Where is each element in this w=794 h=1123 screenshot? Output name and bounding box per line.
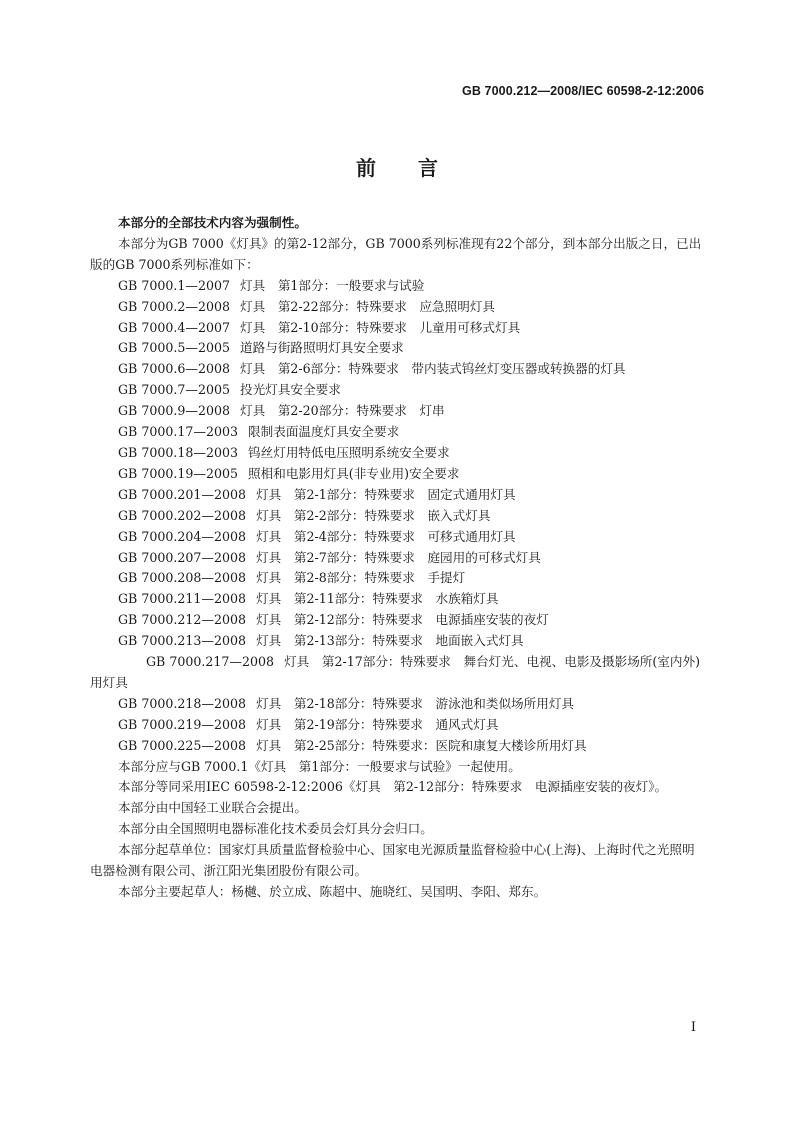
standard-title: 灯具 第2-19部分：特殊要求 通风式灯具: [256, 716, 499, 732]
standard-code: GB 7000.201—2008: [118, 486, 247, 502]
standard-code: GB 7000.19—2005: [118, 465, 239, 481]
proposer-paragraph: 本部分由中国轻工业联合会提出。: [118, 800, 307, 816]
standard-title: 照相和电影用灯具(非专业用)安全要求: [248, 465, 460, 481]
standard-code: GB 7000.7—2005: [118, 382, 231, 398]
standard-code: GB 7000.207—2008: [118, 549, 247, 565]
standard-title: 灯具 第2-11部分：特殊要求 水族箱灯具: [256, 591, 499, 607]
standard-title: 灯具 第2-10部分：特殊要求 儿童用可移式灯具: [240, 319, 521, 335]
administrator-paragraph: 本部分由全国照明电器标准化技术委员会灯具分会归口。: [118, 821, 433, 837]
standards-list-item: [90, 715, 704, 736]
standard-code: GB 7000.211—2008: [118, 591, 247, 607]
page-title: 前言: [356, 156, 480, 180]
standard-title: 灯具 第2-4部分：特殊要求 可移式通用灯具: [256, 528, 516, 544]
standard-title: 钨丝灯用特低电压照明系统安全要求: [248, 444, 450, 460]
standard-code: GB 7000.225—2008: [118, 737, 247, 753]
standard-title: 灯具 第2-2部分：特殊要求 嵌入式灯具: [256, 507, 491, 523]
standards-list-item: [90, 527, 704, 548]
standard-title: 限制表面温度灯具安全要求: [248, 424, 400, 440]
standard-title: 灯具 第2-1部分：特殊要求 固定式通用灯具: [256, 486, 516, 502]
drafters-paragraph: 本部分主要起草人：杨樾、於立成、陈超中、施晓红、吴国明、李阳、郑东。: [118, 884, 547, 899]
standard-title: 灯具 第2-22部分：特殊要求 应急照明灯具: [240, 298, 496, 314]
standard-title: 灯具 第2-17部分：特殊要求 舞台灯光、电视、电影及摄影场所(室内外)用灯具: [90, 654, 700, 690]
foreword-body: [90, 213, 704, 903]
standards-list-item: [90, 485, 704, 506]
standard-code: GB 7000.218—2008: [118, 695, 247, 711]
standard-code: GB 7000.219—2008: [118, 716, 247, 732]
standard-title: 灯具 第2-7部分：特殊要求 庭园用的可移式灯具: [256, 549, 541, 565]
standard-title: 道路与街路照明灯具安全要求: [240, 340, 404, 356]
adoption-paragraph: 本部分等同采用IEC 60598-2-12:2006《灯具 第2-12部分：特殊要求 电源插座安装的夜灯》。: [118, 779, 668, 795]
standard-code: GB 7000.17—2003: [118, 424, 239, 440]
standards-list-item: [90, 401, 704, 422]
standard-title: 灯具 第2-25部分：特殊要求：医院和康复大楼诊所用灯具: [256, 737, 587, 753]
standards-list-item: [90, 464, 704, 485]
standard-title: 灯具 第2-13部分：特殊要求 地面嵌入式灯具: [256, 633, 524, 649]
standard-title: 投光灯具安全要求: [240, 382, 341, 398]
standards-list-item: [90, 652, 704, 694]
standard-title: 灯具 第2-18部分：特殊要求 游泳池和类似场所用灯具: [256, 695, 575, 711]
standards-list-item: [90, 506, 704, 527]
standard-code: GB 7000.9—2008: [118, 403, 231, 419]
standard-id: GB 7000.212—2008/IEC 60598-2-12:2006: [462, 84, 704, 98]
standard-code: GB 7000.5—2005: [118, 340, 231, 356]
standards-list-item: [90, 297, 704, 318]
standards-list-item: [90, 631, 704, 652]
use-with-paragraph: 本部分应与GB 7000.1《灯具 第1部分：一般要求与试验》一起使用。: [118, 758, 521, 774]
standard-title: 灯具 第2-20部分：特殊要求 灯串: [240, 403, 445, 419]
standards-list-item: [90, 736, 704, 757]
standard-title: 灯具 第2-12部分：特殊要求 电源插座安装的夜灯: [256, 612, 549, 628]
standards-list: [90, 276, 704, 757]
standard-code: GB 7000.217—2008: [146, 654, 275, 670]
standards-list-item: [90, 318, 704, 339]
drafting-units-paragraph: 本部分起草单位：国家灯具质量监督检验中心、国家电光源质量监督检验中心(上海)、上海时代之光照明电器检测有限公司、浙江阳光集团股份有限公司。: [90, 842, 695, 879]
standard-code: GB 7000.202—2008: [118, 507, 247, 523]
standards-list-item: [90, 443, 704, 464]
mandatory-statement: 本部分的全部技术内容为强制性。: [118, 215, 307, 230]
standards-list-item: [90, 276, 704, 297]
standard-code: GB 7000.6—2008: [118, 361, 231, 377]
standards-list-item: [90, 610, 704, 631]
series-intro-paragraph: 本部分为GB 7000《灯具》的第2-12部分，GB 7000系列标准现有22个部分，到本部分出版之日，已出版的GB 7000系列标准如下：: [90, 235, 702, 272]
standards-list-item: [90, 338, 704, 359]
standards-list-item: [90, 589, 704, 610]
standard-title: 灯具 第1部分：一般要求与试验: [240, 277, 425, 293]
standards-list-item: [90, 548, 704, 569]
standard-code: GB 7000.18—2003: [118, 444, 239, 460]
standard-code: GB 7000.212—2008: [118, 612, 247, 628]
standards-list-item: [90, 380, 704, 401]
standards-list-item: [90, 568, 704, 589]
page-number: I: [690, 1020, 696, 1035]
standard-code: GB 7000.2—2008: [118, 298, 231, 314]
standard-code: GB 7000.213—2008: [118, 633, 247, 649]
standard-code: GB 7000.4—2007: [118, 319, 231, 335]
standard-title: 灯具 第2-6部分：特殊要求 带内装式钨丝灯变压器或转换器的灯具: [240, 361, 626, 377]
standard-code: GB 7000.1—2007: [118, 277, 231, 293]
standards-list-item: [90, 694, 704, 715]
standards-list-item: [90, 359, 704, 380]
standards-list-item: [90, 422, 704, 443]
standard-title: 灯具 第2-8部分：特殊要求 手提灯: [256, 570, 466, 586]
standard-code: GB 7000.208—2008: [118, 570, 247, 586]
standard-code: GB 7000.204—2008: [118, 528, 247, 544]
